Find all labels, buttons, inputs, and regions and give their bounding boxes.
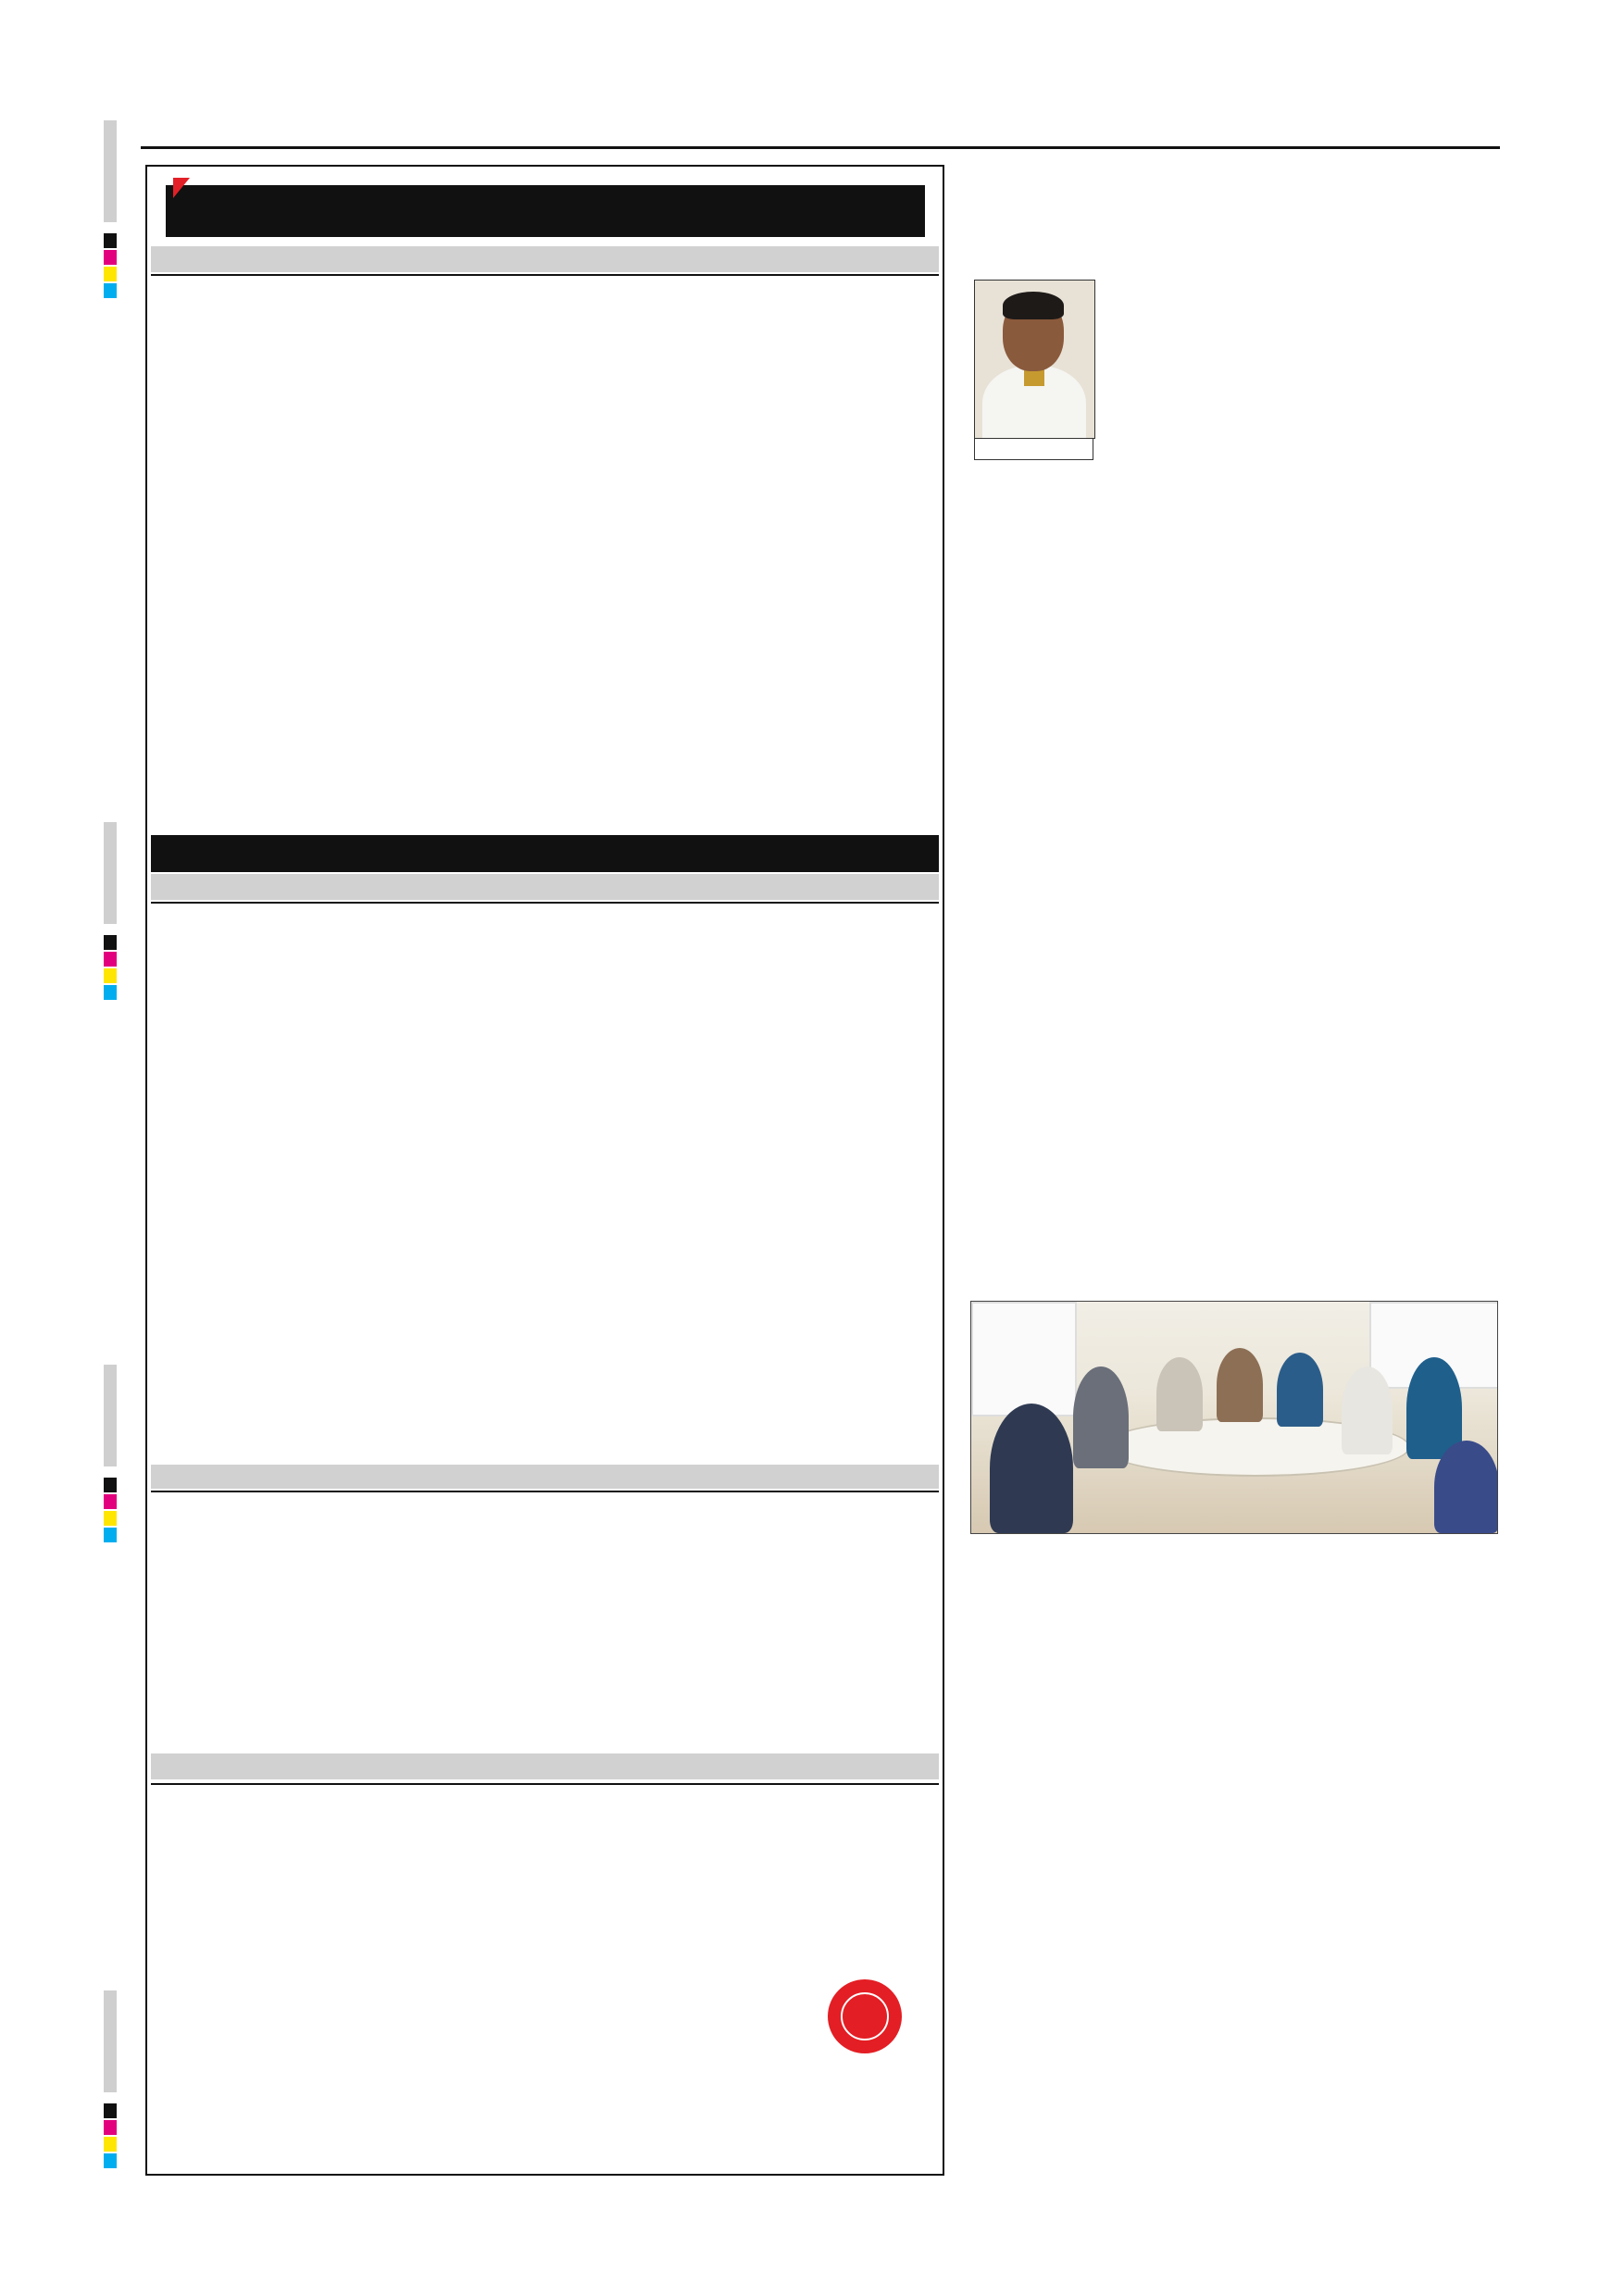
train-timings-panel	[145, 165, 944, 2176]
registration-mark	[104, 968, 117, 983]
table-from-mysuru	[151, 274, 939, 276]
col-arrival	[575, 274, 669, 275]
col-status	[806, 274, 939, 275]
section-from-mysuru	[151, 246, 939, 272]
table-hubballi	[151, 1491, 939, 1492]
col-to	[336, 274, 473, 275]
railway-seal-icon	[828, 1979, 902, 2053]
registration-mark	[104, 2103, 117, 2118]
col-departure	[473, 274, 575, 275]
registration-bar	[104, 1365, 117, 1466]
registration-mark	[104, 2137, 117, 2152]
gopalaiah-photo	[974, 280, 1095, 439]
registration-mark	[104, 1528, 117, 1542]
registration-mark	[104, 1494, 117, 1509]
registration-mark	[104, 250, 117, 265]
registration-mark	[104, 2120, 117, 2135]
section-chamarajanagar	[151, 1753, 939, 1779]
timings-title	[166, 185, 925, 237]
col-train	[151, 274, 214, 275]
page-header	[141, 119, 1500, 146]
registration-mark	[104, 2153, 117, 2168]
registration-mark	[104, 233, 117, 248]
section-hubballi	[151, 1465, 939, 1489]
registration-mark	[104, 283, 117, 298]
registration-bar	[104, 822, 117, 924]
table-chamarajanagar	[151, 1783, 939, 1785]
table-from-bengaluru	[151, 902, 939, 904]
section-from-bengaluru	[151, 874, 939, 900]
registration-mark	[104, 935, 117, 950]
registration-bar	[104, 1990, 117, 2092]
registration-mark	[104, 1478, 117, 1492]
registration-mark	[104, 1511, 117, 1526]
title-flag-icon	[173, 178, 190, 198]
service-banner	[151, 835, 939, 872]
header-rule	[141, 146, 1500, 149]
photo-caption	[974, 438, 1093, 460]
registration-mark	[104, 267, 117, 281]
col-days	[669, 274, 806, 275]
meeting-photo	[970, 1301, 1498, 1534]
registration-mark	[104, 952, 117, 967]
timings-footer	[156, 1924, 939, 1931]
registration-mark	[104, 985, 117, 1000]
registration-bar	[104, 120, 117, 222]
col-from	[214, 274, 336, 275]
